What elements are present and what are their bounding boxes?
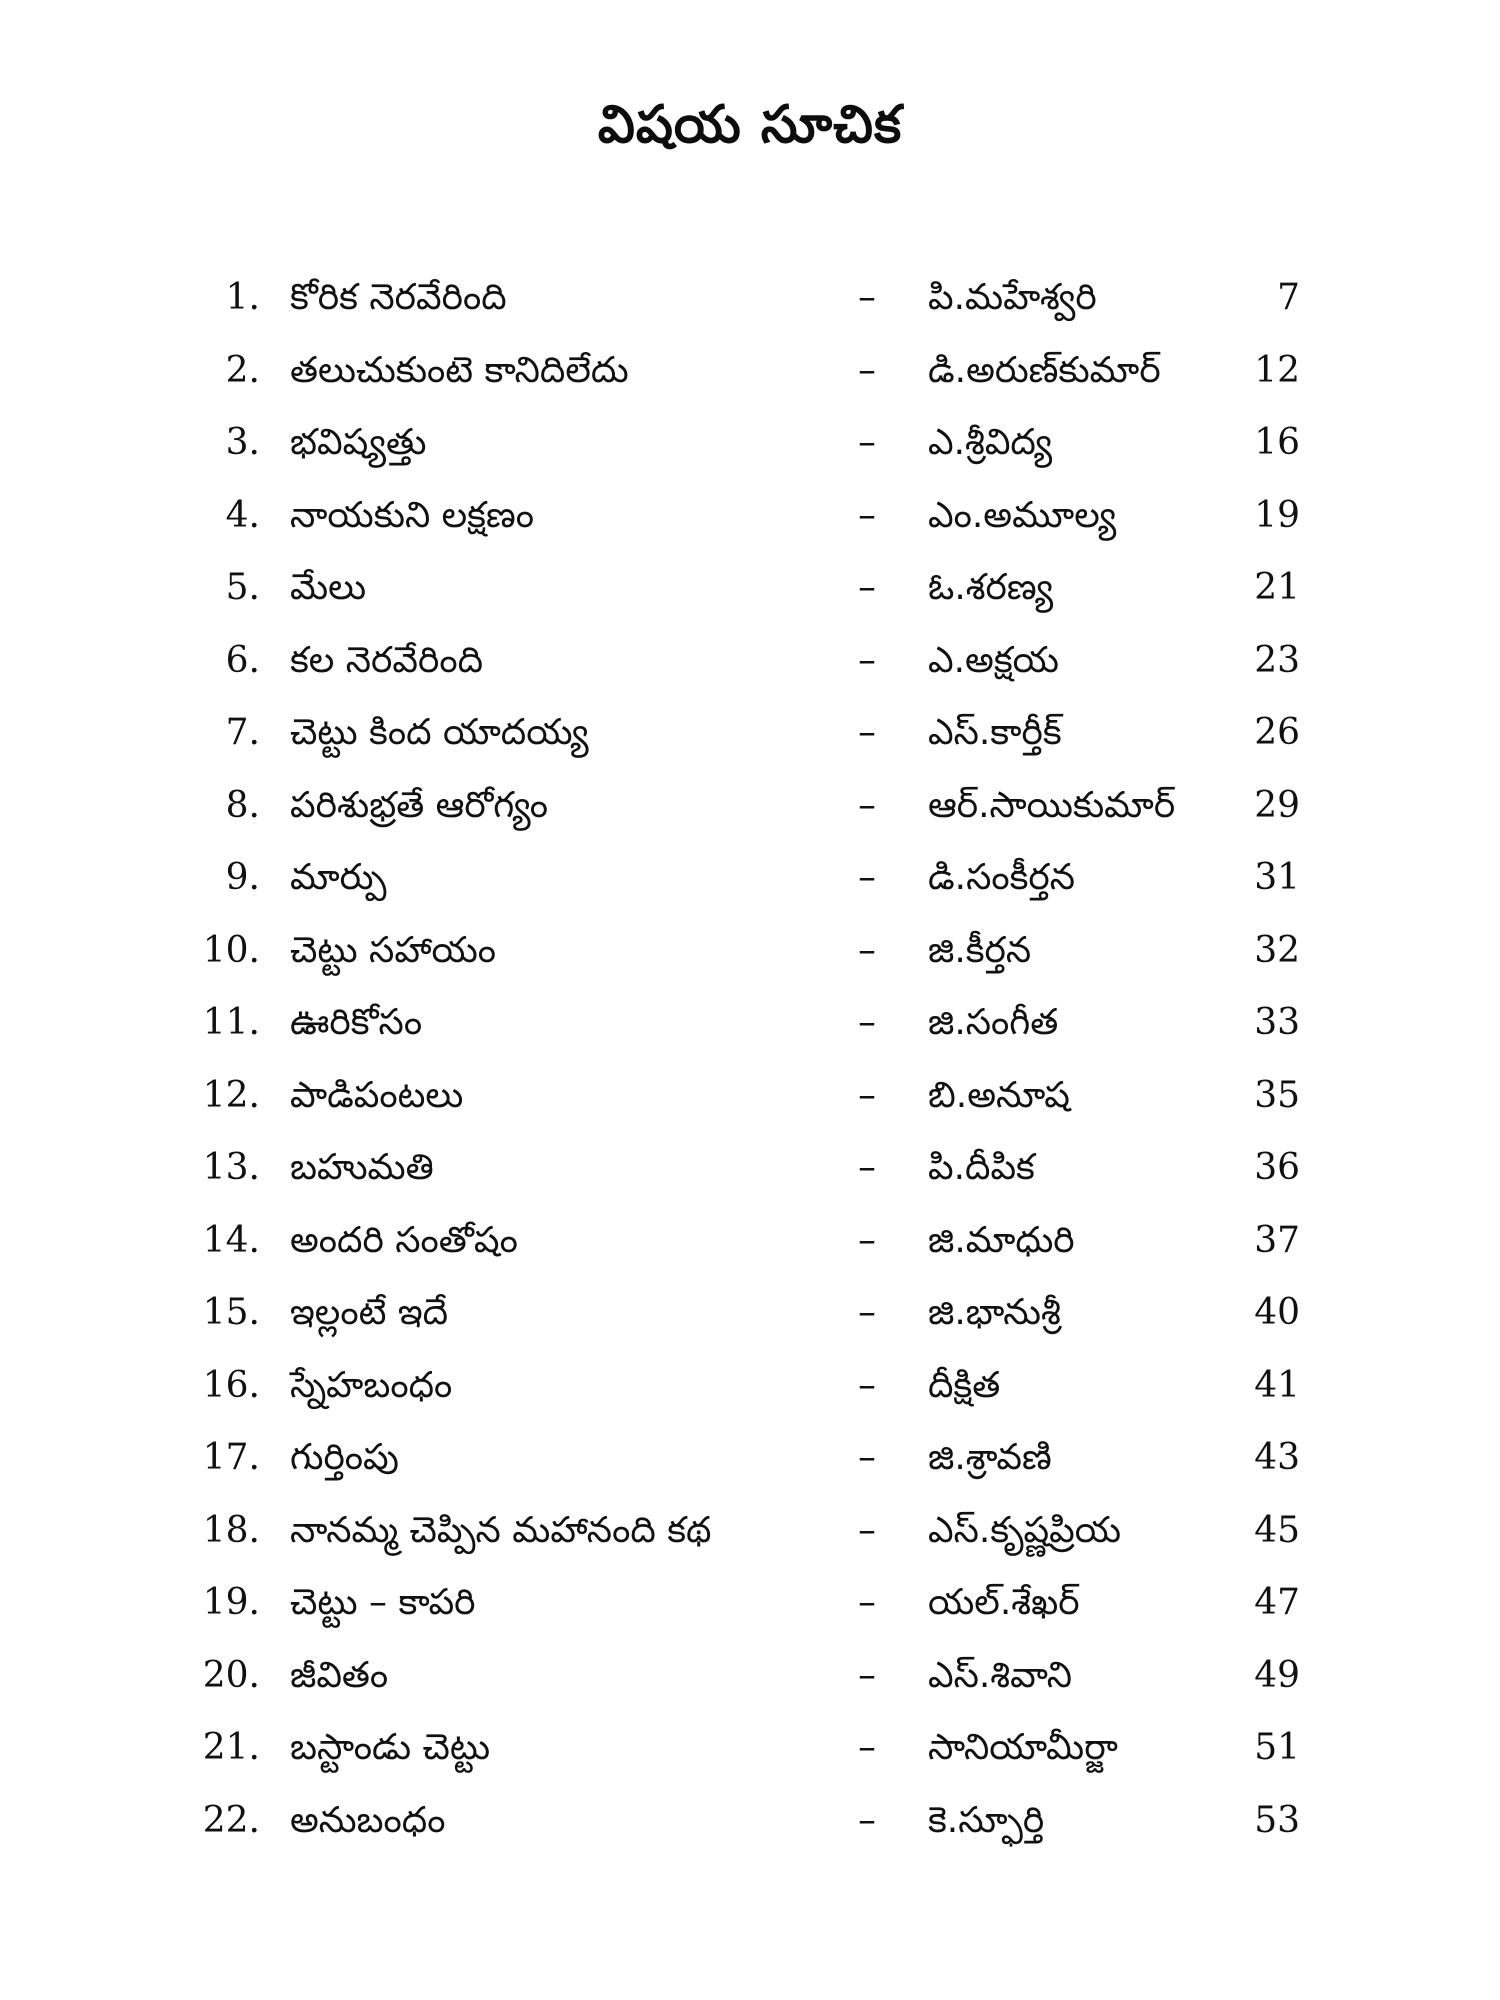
separator-dash: – [858,1074,876,1116]
page-number: 36 [1254,1147,1300,1188]
page-number: 16 [1254,422,1300,463]
story-title: భవిష్యత్తు [290,422,427,463]
separator-dash: – [858,422,876,463]
separator-dash: – [858,277,876,318]
story-title: జీవితం [290,1654,389,1696]
toc-entry [0,262,1500,335]
entry-number: 21. [202,1727,260,1768]
entry-number: 19. [202,1582,260,1623]
page-number: 32 [1254,929,1300,971]
entry-number: 18. [202,1509,260,1551]
author-name: జి.కీర్తన [928,929,1032,971]
page-number: 47 [1254,1582,1300,1623]
toc-entry [0,1132,1500,1205]
separator-dash: – [858,1727,876,1768]
separator-dash: – [858,1799,876,1841]
page-number: 45 [1254,1509,1300,1551]
entry-number: 8. [225,784,260,826]
author-name: జి.మాధురి [928,1219,1075,1261]
story-title: అనుబంధం [290,1799,446,1841]
separator-dash: – [858,1002,876,1043]
separator-dash: – [858,639,876,681]
separator-dash: – [858,1292,876,1333]
separator-dash: – [858,1147,876,1188]
separator-dash: – [858,1582,876,1623]
toc-entry [0,842,1500,915]
author-name: జి.సంగీత [928,1002,1059,1043]
page-number: 43 [1254,1437,1300,1478]
toc-entry [0,1640,1500,1713]
separator-dash: – [858,1219,876,1261]
toc-entry [0,1277,1500,1350]
story-title: పరిశుభ్రతే ఆరోగ్యం [290,784,549,826]
entry-number: 15. [202,1292,260,1333]
author-name: ఎ.అక్షయ [928,639,1059,681]
story-title: బహుమతి [290,1147,434,1188]
author-name: ఎం.అమూల్య [928,494,1117,536]
page-number: 49 [1254,1654,1300,1696]
page-number: 33 [1254,1002,1300,1043]
author-name: డి.అరుణ్‌కుమార్ [928,349,1161,391]
separator-dash: – [858,1654,876,1696]
page-number: 31 [1254,857,1300,898]
entry-number: 3. [225,422,260,463]
author-name: ఓ.శరణ్య [928,567,1054,608]
separator-dash: – [858,567,876,608]
author-name: పి.మహేశ్వరి [928,277,1097,318]
entry-number: 12. [202,1074,260,1116]
page-number: 40 [1254,1292,1300,1333]
toc-entry [0,1785,1500,1858]
author-name: జి.శ్రావణి [928,1437,1052,1478]
author-name: యల్.శేఖర్ [928,1582,1080,1623]
toc-entry [0,915,1500,988]
story-title: గుర్తింపు [290,1437,399,1478]
author-name: ఎస్.శివాని [928,1654,1072,1696]
toc-entry [0,552,1500,625]
separator-dash: – [858,929,876,971]
entry-number: 13. [202,1147,260,1188]
story-title: ఊరికోసం [290,1002,423,1043]
author-name: పి.దీపిక [928,1147,1035,1188]
author-name: ఎ.శ్రీవిద్య [928,422,1053,463]
story-title: మేలు [290,567,367,608]
entry-number: 11. [202,1002,260,1043]
page-number: 41 [1254,1364,1300,1406]
page-number: 29 [1254,784,1300,826]
entry-number: 1. [225,277,260,318]
page-number: 35 [1254,1074,1300,1116]
page-number: 37 [1254,1219,1300,1261]
author-name: జి.భానుశ్రీ [928,1292,1061,1333]
story-title: మార్పు [290,857,387,898]
entry-number: 14. [202,1219,260,1261]
separator-dash: – [858,1509,876,1551]
story-title: నాయకుని లక్షణం [290,494,534,536]
story-title: అందరి సంతోషం [290,1219,518,1261]
author-name: ఎస్.కార్తీక్ [928,712,1062,753]
entry-number: 16. [202,1364,260,1406]
page-number: 19 [1254,494,1300,536]
toc-entry [0,1205,1500,1278]
separator-dash: – [858,1437,876,1478]
story-title: పాడిపంటలు [290,1074,464,1116]
author-name: ఆర్.సాయికుమార్ [928,784,1176,826]
entry-number: 10. [202,929,260,971]
author-name: బి.అనూష [928,1074,1070,1116]
separator-dash: – [858,349,876,391]
separator-dash: – [858,712,876,753]
separator-dash: – [858,857,876,898]
story-title: స్నేహబంధం [290,1364,453,1406]
story-title: ఇల్లంటే ఇదే [290,1292,449,1333]
entry-number: 2. [225,349,260,391]
author-name: సానియామీర్జా [928,1727,1118,1768]
story-title: కల నెరవేరింది [290,639,483,681]
story-title: చెట్టు – కాపరి [290,1582,476,1623]
toc-entry [0,770,1500,843]
story-title: చెట్టు సహాయం [290,929,497,971]
separator-dash: – [858,494,876,536]
toc-entry [0,1567,1500,1640]
separator-dash: – [858,1364,876,1406]
page-number: 12 [1254,349,1300,391]
toc-entry [0,407,1500,480]
page-title: విషయ సూచిక [597,95,903,155]
entry-number: 22. [202,1799,260,1841]
story-title: తలుచుకుంటె కానిదిలేదు [290,349,629,391]
entry-number: 4. [225,494,260,536]
toc-entry [0,697,1500,770]
story-title: నానమ్మ చెప్పిన మహానంది కథ [290,1509,712,1551]
page-number: 26 [1254,712,1300,753]
toc-entry [0,335,1500,408]
toc-entry [0,987,1500,1060]
entry-number: 17. [202,1437,260,1478]
entry-number: 9. [225,857,260,898]
author-name: ఎస్.కృష్ణప్రియ [928,1509,1122,1551]
toc-entry [0,1350,1500,1423]
page-number: 21 [1254,567,1300,608]
story-title: కోరిక నెరవేరింది [290,277,507,318]
story-title: చెట్టు కింద యాదయ్య [290,712,589,753]
toc-entry [0,1422,1500,1495]
story-title: బస్టాండు చెట్టు [290,1727,491,1768]
page-number: 23 [1254,639,1300,681]
author-name: డి.సంకీర్తన [928,857,1076,898]
page-number: 53 [1254,1799,1300,1841]
entry-number: 6. [225,639,260,681]
entry-number: 5. [225,567,260,608]
entry-number: 7. [225,712,260,753]
page-number: 51 [1254,1727,1300,1768]
page-number: 7 [1277,277,1300,318]
table-of-contents [0,262,1500,1857]
toc-entry [0,1060,1500,1133]
separator-dash: – [858,784,876,826]
author-name: దీక్షిత [928,1364,1001,1406]
author-name: కె.స్ఫూర్తి [928,1799,1045,1841]
toc-entry [0,1712,1500,1785]
toc-entry [0,1495,1500,1568]
toc-entry [0,480,1500,553]
entry-number: 20. [202,1654,260,1696]
toc-entry [0,625,1500,698]
